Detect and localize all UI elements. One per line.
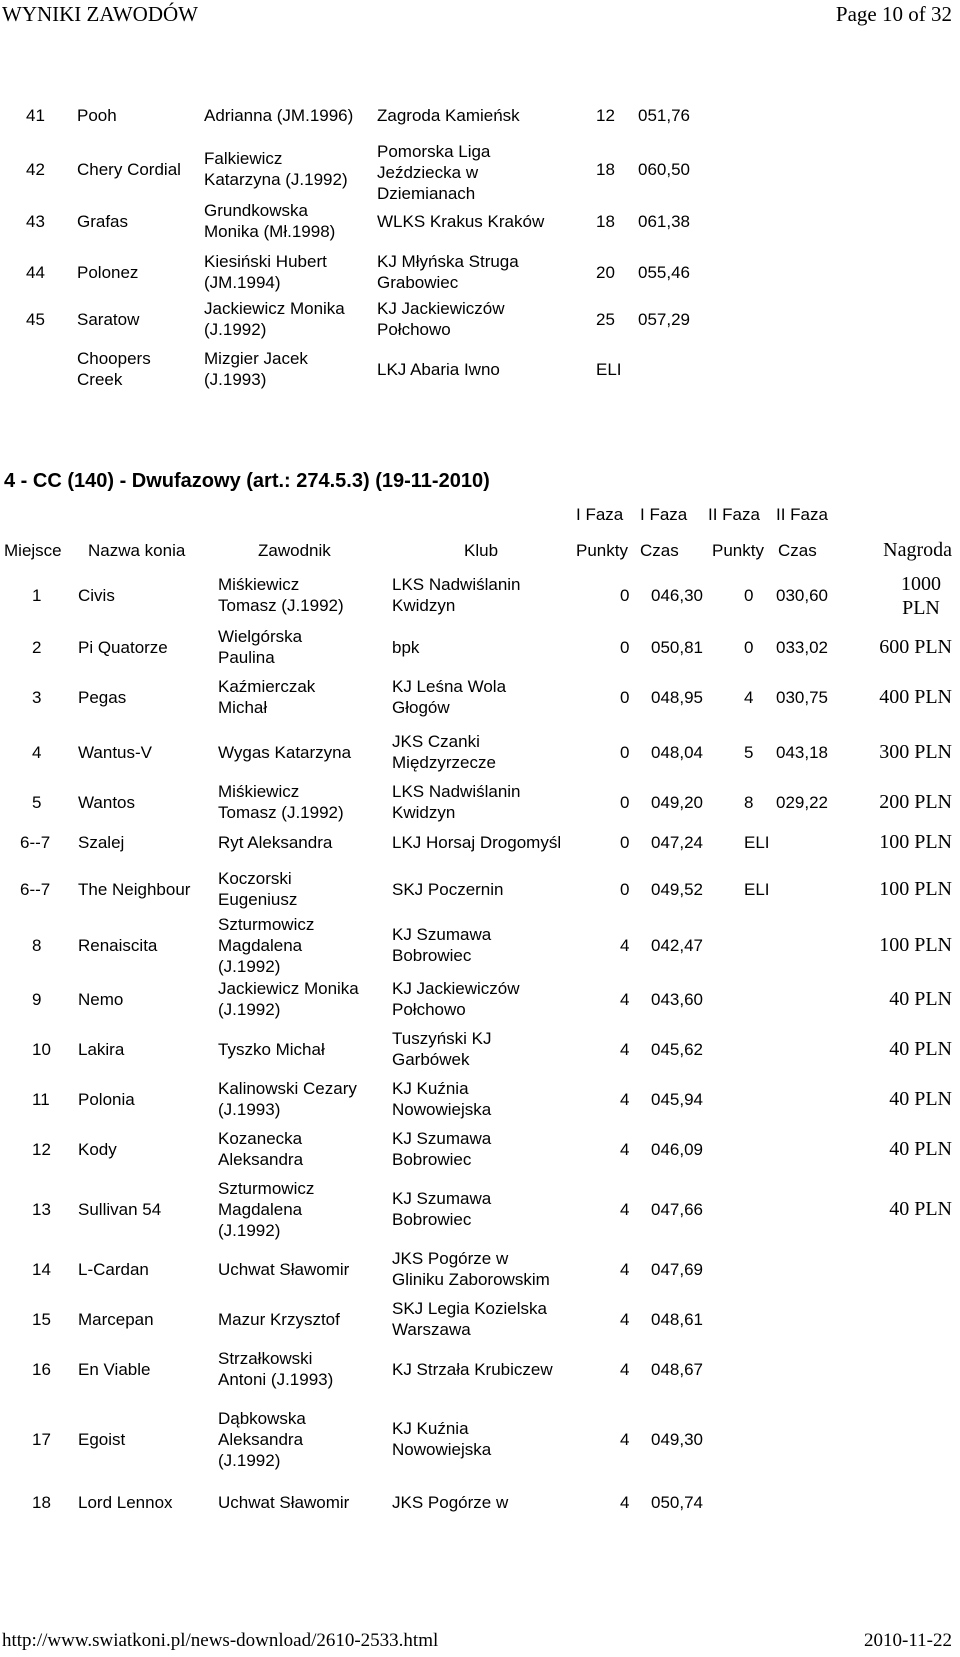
prize: 600 PLN (879, 636, 952, 658)
club-name: JKS Pogórze w Gliniku Zaborowskim (392, 1249, 550, 1289)
page-number: Page 10 of 32 (835, 2, 952, 26)
points: 18 (596, 159, 615, 179)
club-name: WLKS Krakus Kraków (377, 211, 545, 231)
rider-name: Wielgórska Paulina (218, 627, 303, 667)
phase1-time: 049,52 (651, 879, 703, 899)
horse-name: Polonia (78, 1089, 135, 1109)
rider-name: Mizgier Jacek (J.1993) (204, 349, 308, 389)
phase-header: I Faza (576, 504, 624, 524)
club-name: KJ Szumawa Bobrowiec (392, 1189, 492, 1229)
phase2-time: 030,60 (776, 585, 828, 605)
phase1-time: 045,62 (651, 1039, 703, 1059)
horse-name: Wantus-V (78, 742, 153, 762)
prize: 40 PLN (889, 1038, 952, 1060)
column-header-nagroda: Nagroda (883, 538, 952, 561)
points: ELI (596, 359, 622, 379)
prize: 40 PLN (889, 1138, 952, 1160)
phase2-points: ELI (744, 879, 770, 899)
horse-name: L-Cardan (78, 1259, 149, 1279)
rider-name: Uchwat Sławomir (218, 1492, 350, 1512)
club-name: JKS Pogórze w (392, 1492, 509, 1512)
club-name: JKS Czanki Międzyrzecze (392, 732, 496, 772)
horse-name: Nemo (78, 989, 124, 1009)
rider-name: Grundkowska Monika (Mł.1998) (204, 201, 336, 241)
place: 13 (32, 1199, 51, 1219)
phase2-points: 4 (744, 687, 754, 707)
column-header-czas: Czas (778, 540, 817, 560)
prize: 100 PLN (879, 934, 952, 956)
horse-name: Wantos (78, 792, 136, 812)
phase1-points: 4 (620, 1139, 630, 1159)
phase1-points: 4 (620, 989, 630, 1009)
horse-name: Pooh (77, 105, 117, 125)
prize: 40 PLN (889, 1088, 952, 1110)
column-header-nazwa-konia: Nazwa konia (88, 540, 186, 560)
place: 41 (26, 105, 45, 125)
rider-name: Miśkiewicz Tomasz (J.1992) (218, 575, 344, 615)
rider-name: Strzałkowski Antoni (J.1993) (218, 1349, 334, 1389)
place: 8 (32, 935, 42, 955)
place: 14 (32, 1259, 51, 1279)
place: 10 (32, 1039, 51, 1059)
points: 12 (596, 105, 615, 125)
phase2-time: 029,22 (776, 792, 828, 812)
phase1-points: 0 (620, 637, 630, 657)
rider-name: Kozanecka Aleksandra (218, 1129, 304, 1169)
place: 17 (32, 1429, 51, 1449)
rider-name: Adrianna (JM.1996) (204, 105, 354, 125)
rider-name: Szturmowicz Magdalena (J.1992) (218, 1178, 315, 1240)
phase-header: I Faza (640, 504, 688, 524)
prize: 40 PLN (889, 1198, 952, 1220)
prize: 200 PLN (879, 791, 952, 813)
phase1-time: 043,60 (651, 989, 703, 1009)
column-header-punkty: Punkty (712, 540, 764, 560)
phase1-points: 4 (620, 1199, 630, 1219)
place: 2 (32, 637, 42, 657)
club-name: KJ Młyńska Struga Grabowiec (377, 252, 519, 292)
club-name: LKS Nadwiślanin Kwidzyn (392, 782, 521, 822)
rider-name: Dąbkowska Aleksandra (J.1992) (218, 1408, 306, 1470)
place: 42 (26, 159, 45, 179)
rider-name: Kiesiński Hubert (JM.1994) (204, 252, 327, 292)
phase1-time: 048,61 (651, 1309, 703, 1329)
phase1-time: 045,94 (651, 1089, 703, 1109)
horse-name: Lord Lennox (78, 1492, 173, 1512)
horse-name: Szalej (78, 832, 125, 852)
club-name: bpk (392, 637, 420, 657)
column-header-klub: Klub (464, 540, 499, 560)
club-name: KJ Strzała Krubiczew (392, 1359, 553, 1379)
horse-name: Polonez (77, 262, 139, 282)
phase1-points: 4 (620, 1039, 630, 1059)
place: 4 (32, 742, 42, 762)
horse-name: Grafas (77, 211, 129, 231)
place: 3 (32, 687, 42, 707)
horse-name: Renaiscita (78, 935, 158, 955)
place: 11 (32, 1089, 50, 1109)
prize: 400 PLN (879, 686, 952, 708)
place: 15 (32, 1309, 51, 1329)
prize: 40 PLN (889, 988, 952, 1010)
horse-name: Marcepan (78, 1309, 154, 1329)
rider-name: Falkiewicz Katarzyna (J.1992) (204, 149, 348, 189)
phase1-points: 0 (620, 792, 630, 812)
phase-header: II Faza (776, 504, 828, 524)
phase1-time: 048,04 (651, 742, 703, 762)
page-footer (0, 1630, 960, 1657)
time: 060,50 (638, 159, 690, 179)
phase1-points: 4 (620, 1089, 630, 1109)
phase2-time: 033,02 (776, 637, 828, 657)
club-name: KJ Kuźnia Nowowiejska (392, 1419, 492, 1459)
phase1-time: 050,74 (651, 1492, 703, 1512)
club-name: KJ Szumawa Bobrowiec (392, 925, 492, 965)
horse-name: Sullivan 54 (78, 1199, 162, 1219)
club-name: Pomorska Liga Jeździecka w Dziemianach (377, 142, 491, 203)
phase2-points: ELI (744, 832, 770, 852)
phase1-time: 049,30 (651, 1429, 703, 1449)
phase1-points: 4 (620, 1309, 630, 1329)
phase1-time: 046,09 (651, 1139, 703, 1159)
page-header (0, 0, 960, 30)
rider-name: Wygas Katarzyna (218, 742, 352, 762)
horse-name: Kody (78, 1139, 117, 1159)
prize: 100 PLN (879, 831, 952, 853)
competition-title: 4 - CC (140) - Dwufazowy (art.: 274.5.3) (19-11-2010) (4, 470, 490, 492)
phase1-time: 048,67 (651, 1359, 703, 1379)
phase2-points: 0 (744, 637, 754, 657)
phase1-time: 047,66 (651, 1199, 703, 1219)
phase1-points: 0 (620, 687, 630, 707)
phase1-points: 0 (620, 585, 630, 605)
place: 16 (32, 1359, 51, 1379)
phase1-points: 4 (620, 935, 630, 955)
phase2-time: 030,75 (776, 687, 828, 707)
phase1-points: 0 (620, 832, 630, 852)
club-name: KJ Szumawa Bobrowiec (392, 1129, 492, 1169)
document-title: WYNIKI ZAWODÓW (2, 2, 199, 26)
phase2-points: 5 (744, 742, 754, 762)
time: 051,76 (638, 105, 690, 125)
horse-name: Chery Cordial (77, 159, 181, 179)
rider-name: Kalinowski Cezary (J.1993) (218, 1079, 357, 1119)
time: 057,29 (638, 309, 690, 329)
place: 1 (32, 585, 42, 605)
horse-name: Pegas (78, 687, 127, 707)
club-name: LKS Nadwiślanin Kwidzyn (392, 575, 521, 615)
phase1-points: 4 (620, 1259, 630, 1279)
club-name: LKJ Horsaj Drogomyśl (392, 832, 562, 852)
place: 9 (32, 989, 42, 1009)
phase1-time: 047,69 (651, 1259, 703, 1279)
points: 18 (596, 211, 615, 231)
phase1-time: 048,95 (651, 687, 703, 707)
column-header-punkty: Punkty (576, 540, 628, 560)
rider-name: Mazur Krzysztof (218, 1309, 340, 1329)
place: 45 (26, 309, 45, 329)
rider-name: Szturmowicz Magdalena (J.1992) (218, 914, 315, 976)
source-url: http://www.swiatkoni.pl/news-download/2610-2533.html (2, 1630, 439, 1651)
phase1-points: 4 (620, 1492, 630, 1512)
rider-name: Koczorski Eugeniusz (218, 869, 298, 909)
rider-name: Miśkiewicz Tomasz (J.1992) (218, 782, 344, 822)
horse-name: Pi Quatorze (78, 637, 168, 657)
phase2-points: 8 (744, 792, 754, 812)
rider-name: Jackiewicz Monika (J.1992) (204, 299, 345, 339)
phase-header: II Faza (708, 504, 760, 524)
rider-name: Jackiewicz Monika (J.1992) (218, 979, 359, 1019)
horse-name: Saratow (77, 309, 140, 329)
rider-name: Uchwat Sławomir (218, 1259, 350, 1279)
club-name: KJ Kuźnia Nowowiejska (392, 1079, 492, 1119)
place: 5 (32, 792, 42, 812)
phase2-points: 0 (744, 585, 754, 605)
phase1-points: 4 (620, 1359, 630, 1379)
rider-name: Ryt Aleksandra (218, 832, 333, 852)
rider-name: Kaźmierczak Michał (218, 677, 316, 717)
place: 44 (26, 262, 45, 282)
phase1-time: 042,47 (651, 935, 703, 955)
phase1-time: 049,20 (651, 792, 703, 812)
column-header-miejsce: Miejsce (4, 540, 62, 560)
horse-name: En Viable (78, 1359, 151, 1379)
time: 055,46 (638, 262, 690, 282)
club-name: KJ Leśna Wola Głogów (392, 677, 507, 717)
place: 6--7 (20, 879, 51, 899)
club-name: LKJ Abaria Iwno (377, 359, 500, 379)
club-name: SKJ Legia Kozielska Warszawa (392, 1299, 547, 1339)
horse-name: The Neighbour (78, 879, 191, 899)
club-name: SKJ Poczernin (392, 879, 504, 899)
phase1-points: 0 (620, 742, 630, 762)
horse-name: Choopers Creek (77, 349, 151, 389)
column-header-zawodnik: Zawodnik (258, 540, 331, 560)
prize: 1000 PLN (901, 573, 941, 619)
rider-name: Tyszko Michał (218, 1039, 325, 1059)
phase1-time: 046,30 (651, 585, 703, 605)
place: 18 (32, 1492, 51, 1512)
club-name: KJ Jackiewiczów Połchowo (392, 979, 520, 1019)
club-name: KJ Jackiewiczów Połchowo (377, 299, 505, 339)
phase1-time: 050,81 (651, 637, 703, 657)
phase1-points: 4 (620, 1429, 630, 1449)
points: 25 (596, 309, 615, 329)
horse-name: Egoist (78, 1429, 126, 1449)
print-date: 2010-11-22 (864, 1630, 952, 1651)
place: 6--7 (20, 832, 51, 852)
horse-name: Civis (78, 585, 115, 605)
club-name: Tuszyński KJ Garbówek (392, 1029, 492, 1069)
phase2-time: 043,18 (776, 742, 828, 762)
column-header-czas: Czas (640, 540, 679, 560)
phase1-points: 0 (620, 879, 630, 899)
place: 43 (26, 211, 45, 231)
club-name: Zagroda Kamieńsk (377, 105, 520, 125)
place: 12 (32, 1139, 51, 1159)
horse-name: Lakira (78, 1039, 125, 1059)
points: 20 (596, 262, 615, 282)
prize: 300 PLN (879, 741, 952, 763)
phase1-time: 047,24 (651, 832, 703, 852)
time: 061,38 (638, 211, 690, 231)
prize: 100 PLN (879, 878, 952, 900)
